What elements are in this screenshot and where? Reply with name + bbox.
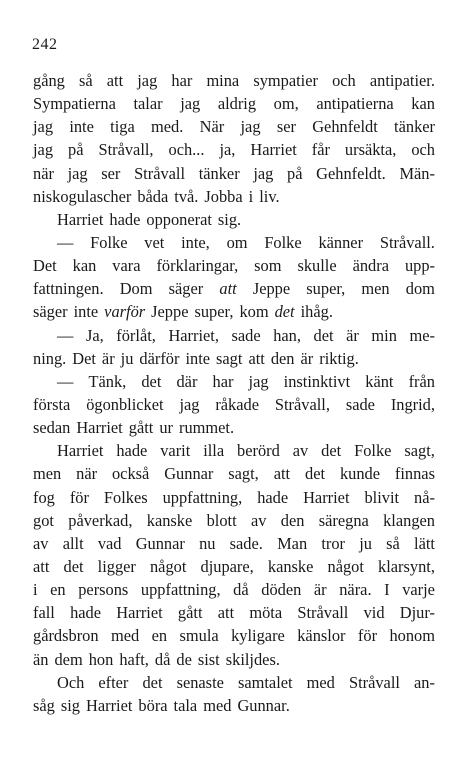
word: Harriet [116,603,163,623]
word: det [142,672,163,692]
word: också [111,464,150,484]
word: ur [159,418,173,438]
word: Folkes [103,487,148,507]
word: med [110,626,140,646]
word: den [280,510,305,530]
body-text [33,69,435,717]
word: ju [359,533,372,553]
word: Folke [354,441,392,461]
word: inte [185,348,211,368]
word: möta [249,603,283,623]
word: tänker [394,117,435,137]
word: gång [33,71,65,90]
word: haft, [119,649,149,669]
word: så [78,71,93,90]
word: fall [33,603,55,623]
word: nu [199,533,216,553]
word: hon [88,649,114,669]
word: uppfattning, [162,487,243,507]
word: Jeppe [151,302,189,322]
word: Stråvall [297,603,349,623]
word: att [33,556,50,576]
word: när [33,163,54,183]
word: samtalet [237,672,293,692]
word: upp- [404,256,435,276]
word: Gunnar. [237,695,290,715]
word: en [151,626,168,646]
word: Stråvall, [98,140,154,160]
word: böra [138,695,168,715]
word: Det [33,256,57,276]
word: — [57,325,74,345]
word: jag [180,94,201,114]
word: känt [365,371,394,391]
word: vet [144,232,165,252]
word: Harriet [57,209,104,229]
word: Jeppe [252,279,291,299]
word: från [408,371,435,391]
word: Folke [90,232,128,252]
word: är [346,325,359,345]
word: kyligare [231,626,285,646]
word: riktig. [319,348,359,368]
word: än [33,649,49,669]
word: jag [33,140,54,160]
word: senaste [176,672,224,692]
word: det [141,371,162,391]
text-line [33,115,435,138]
word: liv. [259,186,280,206]
word: illa [203,441,225,461]
word: skulle [297,256,337,276]
word: på [287,163,303,183]
word: tror [321,533,346,553]
text-line [33,277,435,300]
word: då [233,580,249,600]
word: sagt, [228,464,259,484]
text-line [33,370,435,393]
word: och... [168,140,205,160]
word: fattningen. [33,279,104,299]
word: att [217,603,235,623]
word: talar [133,94,163,114]
word: ju [120,348,134,368]
word: men [361,279,390,299]
word: om, [273,94,299,114]
word: sist [197,649,220,669]
word: det [63,556,84,576]
word: smula [179,626,219,646]
word: opponerat [146,209,212,229]
word: såg [33,695,55,715]
word: kan [72,256,97,276]
word: Stråvall [134,163,186,183]
word: av [250,510,267,530]
word: säger [168,279,204,299]
word: inte [73,302,99,322]
text-line [33,416,435,439]
word: Gunnar [164,464,214,484]
word: kunde [339,464,380,484]
word: är [300,348,314,368]
word: ser [101,163,121,183]
word: att [248,348,265,368]
word: djupare, [200,556,254,576]
word: jag [179,394,200,414]
word: av [33,533,49,553]
word: nå- [414,487,435,507]
word: den [270,348,295,368]
word: inte [69,117,94,137]
word: niskogulascher [33,186,132,206]
word: ser [276,117,296,137]
text-line [33,671,435,694]
text-line [33,555,435,578]
text-line [33,393,435,416]
word: är [101,348,115,368]
word: persons [78,580,129,600]
text-line [33,138,435,161]
word: tala [173,695,198,715]
word: jag [253,163,274,183]
text-line [33,254,435,277]
word: lätt [414,533,435,553]
word: allt [62,533,84,553]
word: gått [128,418,154,438]
word: gårdsbron [33,626,99,646]
word: Harriet [250,140,297,160]
word: — [57,371,74,391]
word: jag [67,163,88,183]
word: klarsynt, [378,556,435,576]
word: blott [206,510,237,530]
word: Jobba [204,186,243,206]
word: Dom [119,279,153,299]
word: känner [318,232,364,252]
word: got [33,510,54,530]
text-line [33,69,435,92]
word: ja, [219,140,236,160]
word: super, [306,279,346,299]
word: men [33,464,62,484]
word: fog [33,487,55,507]
word: kanske [146,510,193,530]
word: har [212,371,234,391]
word: Harriet [86,695,133,715]
word: med [306,672,335,692]
word: hade [70,603,102,623]
word: super, [194,302,234,322]
word: på [68,140,84,160]
word: jag [33,117,54,137]
word: där [176,371,198,391]
word: det [305,464,326,484]
word: finnas [394,464,435,484]
word: Harriet [57,441,104,461]
word: Harriet [76,418,123,438]
word: påverkad, [68,510,133,530]
word: därför [139,348,180,368]
word: Djur- [399,603,435,623]
word: instinktivt [283,371,351,391]
word: sagt [216,348,243,368]
word: När [199,117,225,137]
word: rummet. [178,418,235,438]
word: kom [239,302,269,322]
page-number: 242 [32,36,58,53]
word: sig [60,695,80,715]
word: ändra [352,256,389,276]
word: Ingrid, [390,394,435,414]
word: an- [414,672,435,692]
word: Män- [399,163,435,183]
text-line [33,439,435,462]
word: i [33,580,38,600]
word: som [254,256,282,276]
word: hade [257,487,289,507]
word: att [106,71,124,90]
word: med [203,695,232,715]
word: mina [206,71,240,90]
word: säregna [318,510,369,530]
word: I [384,580,390,600]
word: antipatier. [369,71,435,90]
word: de [176,649,192,669]
word: Och [57,672,85,692]
word: ning. [33,348,67,368]
text-line [33,208,435,231]
word: om [226,232,248,252]
word: Stråvall. [379,232,435,252]
word: det [274,302,295,322]
word: Ja, [85,325,104,345]
text-line [33,231,435,254]
word: skiljdes. [225,649,280,669]
text-line [33,300,435,323]
word: Stråvall [348,672,400,692]
word: Sympatierna [33,94,116,114]
word: sade. [229,533,263,553]
word: och [332,71,356,90]
word: vara [112,256,141,276]
word: dem [54,649,83,669]
word: vad [97,533,122,553]
text-line [33,624,435,647]
word: berörd [237,441,280,461]
word: för [69,487,89,507]
word: känslor [297,626,346,646]
word: ögonblicket [86,394,164,414]
word: varit [160,441,191,461]
word: efter [98,672,129,692]
word: sade [345,394,375,414]
word: me- [409,325,435,345]
word: att [219,279,237,299]
word: hade [116,441,148,461]
word: Gehnfeldt [312,117,378,137]
text-line [33,694,435,717]
word: två. [174,186,199,206]
word: blivit [364,487,400,507]
word: honom [389,626,435,646]
text-line [33,648,435,671]
word: tänker [198,163,240,183]
word: Gehnfeldt. [316,163,386,183]
text-line [33,92,435,115]
word: kan [411,94,435,114]
word: förklaringar, [156,256,239,276]
text-line [33,462,435,485]
word: så [386,533,400,553]
word: inte, [181,232,210,252]
word: kanske [267,556,314,576]
word: Man [277,533,308,553]
word: det [313,325,334,345]
word: vid [363,603,385,623]
word: och [411,140,435,160]
word: för [357,626,378,646]
text-line [33,486,435,509]
text-line [33,509,435,532]
word: antipatierna [316,94,394,114]
word: aldrig [217,94,257,114]
word: Stråvall, [274,394,330,414]
word: jag [240,117,261,137]
word: min [371,325,397,345]
text-line [33,324,435,347]
word: Gunnar [135,533,185,553]
text-line [33,162,435,185]
text-line [33,578,435,601]
word: i [248,186,254,206]
text-line [33,601,435,624]
word: uppfattning, [140,580,221,600]
word: är [313,580,327,600]
word: varför [104,302,146,322]
word: varje [402,580,435,600]
word: med. [151,117,184,137]
word: råkade [215,394,260,414]
word: en [50,580,66,600]
word: har [171,71,193,90]
word: döden [261,580,302,600]
word: första [33,394,71,414]
word: hade [109,209,141,229]
word: Det [72,348,96,368]
word: förlåt, [116,325,156,345]
word: — [57,232,74,252]
word: jag [137,71,158,90]
text-line [33,185,435,208]
word: det [321,441,342,461]
word: Harriet, [168,325,219,345]
word: nära. [339,580,372,600]
text-line [33,347,435,370]
word: ursäkta, [344,140,397,160]
word: Tänk, [88,371,127,391]
word: båda [137,186,169,206]
word: får [311,140,330,160]
text-line [33,532,435,555]
word: ligger [97,556,136,576]
word: sade [231,325,261,345]
word: något [149,556,187,576]
word: tiga [110,117,135,137]
word: att [273,464,291,484]
word: Harriet [303,487,350,507]
word: sedan [33,418,71,438]
word: Folke [264,232,302,252]
word: gått [177,603,203,623]
word: klangen [383,510,435,530]
word: när [76,464,98,484]
word: av [292,441,309,461]
word: han, [273,325,301,345]
word: jag [248,371,269,391]
word: något [327,556,364,576]
word: sig. [217,209,242,229]
word: sagt, [404,441,435,461]
word: sympatier [253,71,318,90]
word: säger [33,302,68,322]
word: då [154,649,171,669]
word: dom [405,279,435,299]
word: ihåg. [300,302,333,322]
